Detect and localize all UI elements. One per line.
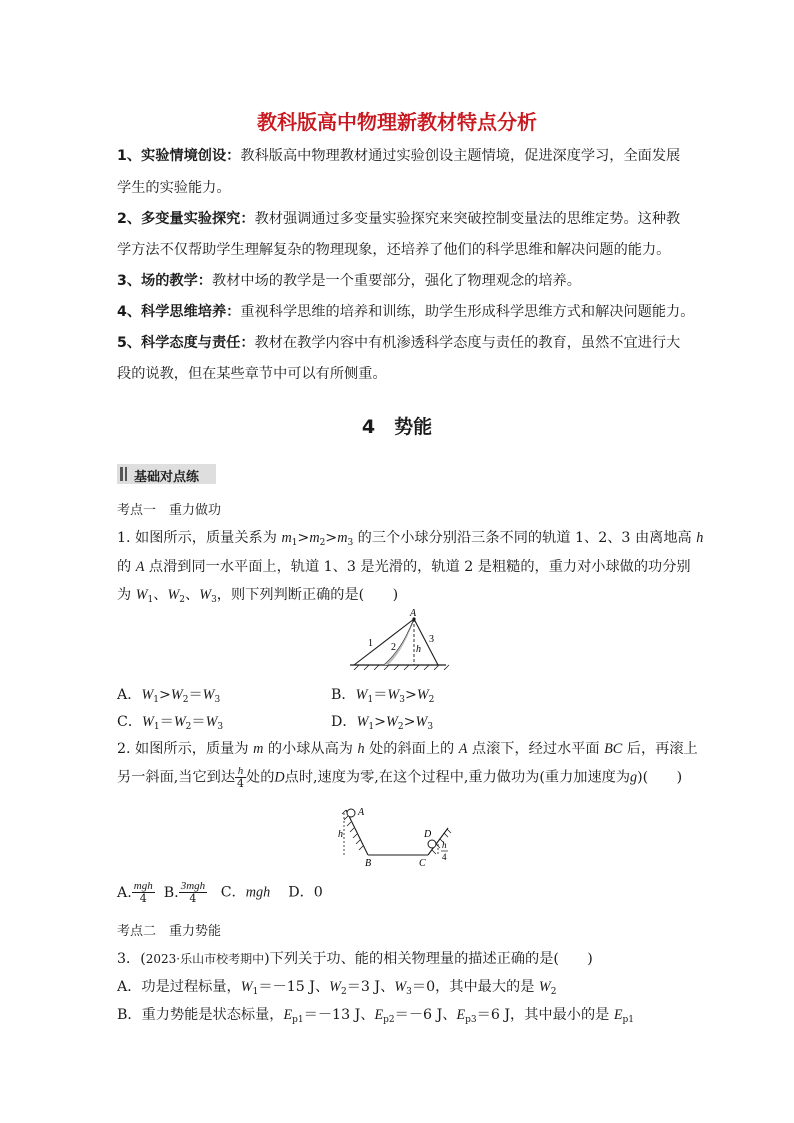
feature-text: 教材在教学内容中有机渗透科学态度与责任的教育，虽然不宜进行大	[254, 335, 681, 351]
ball-at-A	[347, 809, 355, 817]
topic-heading-1: 考点一 重力做功	[117, 503, 222, 518]
feature-5-cont: 段的说教，但在某些章节中可以有所侧重。	[117, 366, 387, 382]
label-h4-denominator: 4	[442, 852, 447, 862]
q1-line-2: 的 A 点滑到同一水平面上，轨道 1、3 是光滑的，轨道 2 是粗糙的，重力对小球做的功分别	[117, 559, 691, 575]
feature-label: 2、多变量实验探究：	[117, 211, 255, 227]
q1-line-3: 为 $W_1$、$W_2$、$W_3$，则下列判断正确的是( )	[117, 587, 399, 605]
label-h4-numerator: h	[442, 840, 447, 850]
feature-5	[117, 332, 680, 352]
q2-option-a[interactable]: A. $\frac{\text{mgh}}{4}$	[117, 880, 153, 905]
feature-2	[117, 208, 680, 228]
label-B: B	[365, 858, 372, 869]
q1-option-c[interactable]: C．$W_1=W_2=W_3$	[117, 714, 224, 732]
q1-option-a[interactable]: A．$W_1>W_2=W_3$	[117, 687, 221, 705]
feature-label: 1、实验情境创设：	[117, 148, 241, 164]
q1-line-1: 1. 如图所示，质量关系为 $m_1>m_2>m_3$ 的三个小球分别沿三条不同的轨道 1、2、3 由离地高 h	[117, 530, 704, 548]
feature-1-cont: 学生的实验能力。	[117, 180, 231, 196]
feature-2-cont: 学方法不仅帮助学生理解复杂的物理现象，还培养了他们的科学思维和解决问题的能力。	[117, 242, 671, 258]
document-title: 教科版高中物理新教材特点分析	[257, 110, 537, 134]
q2-figure-slopes	[338, 804, 460, 870]
feature-1	[117, 145, 680, 165]
label-A: A	[358, 807, 365, 818]
q2-line-2: 另一斜面,当它到达 $\frac{h}{4}$ 处的D点时,速度为零,在这个过程中,重力做功为(重力加速度为g)( )	[117, 765, 683, 790]
label-track-1: 1	[368, 638, 373, 649]
feature-label: 5、科学态度与责任：	[117, 335, 255, 351]
label-h: h	[416, 644, 421, 655]
label-h: h	[338, 829, 343, 840]
feature-3	[117, 270, 581, 290]
fraction-h-over-4: $\frac{h}{4}$	[237, 765, 245, 790]
feature-4	[117, 301, 694, 321]
label-track-3: 3	[429, 634, 434, 645]
track-2	[384, 619, 414, 665]
feature-label: 4、科学思维培养：	[117, 304, 241, 320]
q2-option-d[interactable]: D．0	[288, 884, 323, 901]
section-title: 4 势能	[361, 416, 433, 438]
q2-line-1: 2. 如图所示，质量为 m 的小球从高为 h 处的斜面上的 A 点滚下，经过水平面 BC 后，再滚上	[117, 741, 698, 757]
q1-option-d[interactable]: D．$W_1>W_2>W_3$	[331, 714, 434, 732]
badge-stripe	[125, 467, 127, 481]
q1-option-b[interactable]: B．$W_1=W_3>W_2$	[331, 687, 435, 705]
q1-figure-tracks	[346, 608, 452, 670]
ball-at-D	[428, 840, 436, 848]
q2-option-c[interactable]: C．mgh	[220, 884, 271, 901]
q2-option-b[interactable]: B. $\frac{\text{3mgh}}{4}$	[163, 880, 206, 905]
feature-text: 教材中场的教学是一个重要部分，强化了物理观念的培养。	[212, 273, 581, 289]
q3-option-b[interactable]: B．重力势能是状态标量，$E_{p1}=-13$ J、$E_{p2}=-6$ J、$E_{p3}=6$ J，其中最小的是 $E_{p1}$	[117, 1007, 635, 1025]
track-3	[414, 619, 438, 665]
q2-options	[117, 880, 323, 905]
feature-label: 3、场的教学：	[117, 273, 212, 289]
feature-text: 重视科学思维的培养和训练，助学生形成科学思维方式和解决问题能力。	[240, 304, 695, 320]
rough-track-shading	[384, 619, 414, 665]
feature-text: 教材强调通过多变量实验探究来突破控制变量法的思维定势。这种教	[254, 211, 681, 227]
badge-label: 基础对点练	[134, 470, 200, 485]
q3-option-a[interactable]: A．功是过程标量，$W_1=-15$ J、$W_2=3$ J、$W_3=0$，其中最大的是 $W_2$	[117, 979, 557, 997]
badge-stripe	[120, 467, 123, 481]
practice-badge	[117, 464, 216, 484]
label-track-2: 2	[391, 642, 396, 653]
q3-stem: 3．(2023·乐山市校考期中)下列关于功、能的相关物理量的描述正确的是( )	[117, 951, 593, 967]
label-A: A	[410, 608, 417, 619]
label-C: C	[419, 858, 426, 869]
label-D: D	[424, 829, 432, 840]
topic-heading-2: 考点二 重力势能	[117, 924, 222, 939]
track-1	[354, 619, 414, 665]
feature-text: 教科版高中物理教材通过实验创设主题情境，促进深度学习，全面发展	[240, 148, 681, 164]
